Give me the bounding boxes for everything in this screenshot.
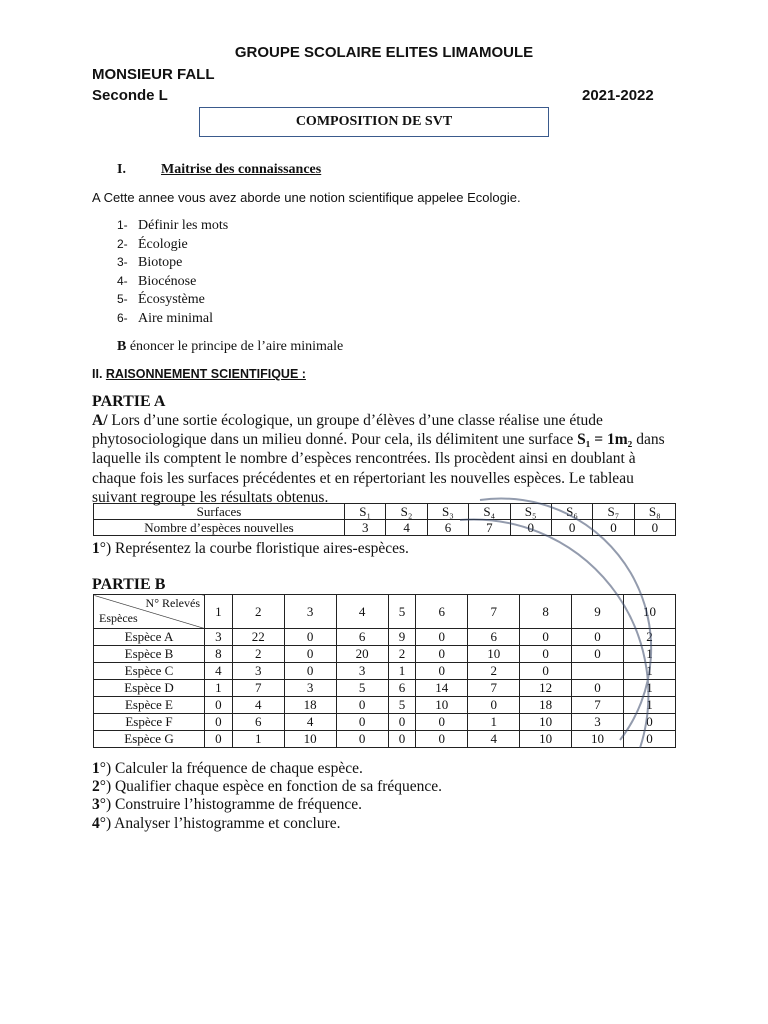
definition-item	[117, 292, 228, 311]
definition-item	[117, 311, 228, 330]
species-row	[94, 731, 676, 748]
part-a-paragraph	[92, 411, 682, 507]
part-a-label: A/	[92, 412, 108, 429]
species-value-cell: 1	[623, 663, 675, 680]
species-value-cell: 4	[205, 663, 233, 680]
species-name-cell: Espèce B	[94, 646, 205, 663]
part-b-question-number: 2	[92, 778, 100, 796]
species-value-cell: 0	[520, 629, 572, 646]
surface-species-table	[93, 503, 676, 536]
species-count-cell: 6	[427, 520, 468, 536]
part-b-title: PARTIE B	[92, 576, 166, 593]
species-value-cell: 4	[232, 697, 284, 714]
releve-number-cell: 8	[520, 595, 572, 629]
species-value-cell: 1	[623, 697, 675, 714]
species-value-cell: 3	[232, 663, 284, 680]
part-b-question-text: °) Calculer la fréquence de chaque espèce.	[99, 760, 363, 777]
part-a-question-text: °) Représentez la courbe floristique aires-espèces.	[99, 540, 409, 557]
section-1-title: Maitrise des connaissances	[161, 162, 322, 177]
species-value-cell: 1	[205, 680, 233, 697]
releve-number-cell: 4	[336, 595, 388, 629]
surfaces-row-label: Surfaces	[94, 504, 345, 520]
species-row	[94, 680, 676, 697]
species-value-cell: 0	[205, 731, 233, 748]
definition-item	[117, 255, 228, 274]
species-count-cell: 0	[634, 520, 675, 536]
species-value-cell	[572, 663, 624, 680]
species-name-cell: Espèce F	[94, 714, 205, 731]
species-value-cell: 3	[572, 714, 624, 731]
question-b	[117, 339, 343, 355]
definition-text: Définir les mots	[138, 218, 229, 233]
species-value-cell: 0	[205, 714, 233, 731]
species-value-cell: 0	[572, 680, 624, 697]
species-value-cell: 10	[416, 697, 468, 714]
species-count-cell: 0	[593, 520, 634, 536]
species-value-cell: 0	[388, 714, 416, 731]
species-value-cell: 6	[388, 680, 416, 697]
species-count-cell: 0	[551, 520, 592, 536]
definition-item	[117, 274, 228, 293]
question-b-text: énoncer le principe de l’aire minimale	[129, 339, 344, 354]
species-value-cell: 9	[388, 629, 416, 646]
releves-table	[93, 594, 676, 748]
species-value-cell: 0	[520, 646, 572, 663]
definition-number: 2-	[117, 236, 128, 251]
part-a-title: PARTIE A	[92, 393, 166, 410]
definition-text: Écologie	[138, 236, 188, 252]
species-value-cell: 1	[232, 731, 284, 748]
species-row	[94, 697, 676, 714]
surface-cell: S₆	[551, 504, 592, 520]
species-value-cell: 5	[336, 680, 388, 697]
definition-text: Aire minimal	[138, 310, 214, 326]
species-row	[94, 629, 676, 646]
surface-cell: S₅	[510, 504, 551, 520]
section-2-title: RAISONNEMENT SCIENTIFIQUE :	[105, 367, 306, 381]
species-name-cell: Espèce C	[94, 663, 205, 680]
species-value-cell: 3	[336, 663, 388, 680]
species-count-row-label: Nombre d’espèces nouvelles	[94, 520, 345, 536]
corner-especes-label: Espèces	[99, 611, 138, 625]
species-count-cell: 4	[386, 520, 427, 536]
surface-cell: S₇	[593, 504, 634, 520]
species-value-cell: 4	[284, 714, 336, 731]
species-value-cell: 0	[468, 697, 520, 714]
definition-text: Écosystème	[138, 292, 205, 307]
species-value-cell: 2	[623, 629, 675, 646]
species-value-cell: 0	[520, 663, 572, 680]
species-value-cell: 7	[572, 697, 624, 714]
species-count-row	[94, 520, 676, 536]
species-value-cell: 0	[416, 731, 468, 748]
releve-number-cell: 2	[232, 595, 284, 629]
species-value-cell: 2	[232, 646, 284, 663]
school-name: GROUPE SCOLAIRE ELITES LIMAMOULE	[234, 44, 534, 61]
part-b-question-number: 3	[92, 796, 100, 814]
species-value-cell: 0	[623, 714, 675, 731]
species-row	[94, 663, 676, 680]
species-value-cell: 2	[388, 646, 416, 663]
species-value-cell: 0	[284, 629, 336, 646]
species-value-cell: 4	[468, 731, 520, 748]
part-a-question	[92, 540, 409, 558]
releves-header-row	[94, 595, 676, 629]
species-value-cell: 2	[468, 663, 520, 680]
corner-releves-label: N° Relevés	[145, 596, 200, 610]
class-name: Seconde L	[92, 87, 168, 104]
species-value-cell: 0	[336, 697, 388, 714]
exam-title: COMPOSITION DE SVT	[295, 114, 453, 129]
part-b-question-number: 4	[92, 814, 100, 832]
species-name-cell: Espèce A	[94, 629, 205, 646]
definition-number: 6-	[117, 310, 128, 325]
species-value-cell: 1	[623, 680, 675, 697]
species-value-cell: 10	[468, 646, 520, 663]
species-value-cell: 0	[284, 663, 336, 680]
definition-number: 4-	[117, 273, 128, 288]
exam-title-box	[199, 107, 549, 137]
releve-number-cell: 10	[623, 595, 675, 629]
surface-expression: S₁ = 1m₂	[577, 431, 633, 449]
species-value-cell: 7	[468, 680, 520, 697]
section-1-intro: A Cette annee vous avez aborde une notion scientifique appelee Ecologie.	[92, 190, 521, 205]
species-value-cell: 0	[336, 731, 388, 748]
definition-text: Biocénose	[138, 273, 197, 289]
species-value-cell: 20	[336, 646, 388, 663]
releve-number-cell: 1	[205, 595, 233, 629]
species-row	[94, 714, 676, 731]
species-count-cell: 7	[469, 520, 510, 536]
part-b-question	[92, 778, 442, 796]
species-value-cell: 0	[572, 646, 624, 663]
section-1-number: I.	[117, 162, 126, 177]
part-b-questions	[92, 760, 442, 833]
species-name-cell: Espèce E	[94, 697, 205, 714]
species-value-cell: 1	[388, 663, 416, 680]
species-value-cell: 0	[572, 629, 624, 646]
part-b-question-text: °) Analyser l’histogramme et conclure.	[99, 814, 341, 832]
surface-cell: S₃	[427, 504, 468, 520]
teacher-name: MONSIEUR FALL	[92, 66, 215, 83]
species-name-cell: Espèce G	[94, 731, 205, 748]
species-value-cell: 18	[520, 697, 572, 714]
species-value-cell: 5	[388, 697, 416, 714]
releve-number-cell: 3	[284, 595, 336, 629]
species-value-cell: 14	[416, 680, 468, 697]
species-row	[94, 646, 676, 663]
section-1-heading	[117, 162, 321, 178]
definition-number: 3-	[117, 255, 128, 269]
species-value-cell: 0	[416, 663, 468, 680]
species-value-cell: 6	[232, 714, 284, 731]
surface-cell: S₄	[469, 504, 510, 520]
species-value-cell: 0	[284, 646, 336, 663]
releve-number-cell: 6	[416, 595, 468, 629]
releve-number-cell: 7	[468, 595, 520, 629]
releve-number-cell: 5	[388, 595, 416, 629]
species-value-cell: 6	[468, 629, 520, 646]
species-value-cell: 1	[468, 714, 520, 731]
species-value-cell: 6	[336, 629, 388, 646]
surfaces-row	[94, 504, 676, 520]
part-b-question	[92, 760, 442, 778]
species-value-cell: 3	[284, 680, 336, 697]
section-2-heading	[92, 367, 306, 381]
part-b-question-number: 1	[92, 760, 100, 777]
species-value-cell: 0	[336, 714, 388, 731]
species-value-cell: 0	[416, 646, 468, 663]
species-value-cell: 18	[284, 697, 336, 714]
species-value-cell: 10	[572, 731, 624, 748]
species-count-cell: 3	[345, 520, 386, 536]
definition-item	[117, 218, 228, 237]
part-b-question-text: °) Qualifier chaque espèce en fonction de sa fréquence.	[99, 778, 443, 796]
species-value-cell: 7	[232, 680, 284, 697]
definition-text: Biotope	[138, 255, 183, 270]
species-value-cell: 10	[520, 731, 572, 748]
species-name-cell: Espèce D	[94, 680, 205, 697]
species-value-cell: 0	[623, 731, 675, 748]
surface-cell: S₂	[386, 504, 427, 520]
part-b-question	[92, 796, 442, 814]
species-value-cell: 0	[416, 714, 468, 731]
species-value-cell: 3	[205, 629, 233, 646]
species-value-cell: 12	[520, 680, 572, 697]
species-value-cell: 0	[205, 697, 233, 714]
species-value-cell: 0	[416, 629, 468, 646]
part-a-question-number: 1	[92, 540, 100, 557]
part-a-text-2: dans laquelle ils comptent le nombre d’espèces rencontrées. Ils procèdent ainsi en doublant à chaque fois les surfaces précédentes et en répertoriant les nouvelles espèces. Le tableau suivant regroupe les résultats obtenus.	[92, 431, 665, 506]
species-value-cell: 1	[623, 646, 675, 663]
definition-item	[117, 237, 228, 256]
question-b-label: B	[117, 339, 127, 354]
species-value-cell: 10	[284, 731, 336, 748]
part-a-text-1: Lors d’une sortie écologique, un groupe d’élèves d’une classe réalise une étude phytosociologique dans un milieu donné. Pour cela, ils délimitent une surface	[92, 412, 603, 449]
species-value-cell: 10	[520, 714, 572, 731]
species-value-cell: 22	[232, 629, 284, 646]
part-b-question	[92, 815, 442, 833]
species-value-cell: 0	[388, 731, 416, 748]
releve-number-cell: 9	[572, 595, 624, 629]
surface-cell: S₁	[345, 504, 386, 520]
section-2-number: II.	[92, 367, 103, 381]
definition-number: 5-	[117, 292, 128, 306]
species-value-cell: 8	[205, 646, 233, 663]
school-year: 2021-2022	[582, 87, 654, 104]
definition-number: 1-	[117, 218, 128, 232]
surface-cell: S₈	[634, 504, 675, 520]
definition-list	[117, 218, 228, 329]
table-corner-cell	[94, 595, 205, 629]
part-b-question-text: °) Construire l’histogramme de fréquence.	[99, 796, 363, 814]
species-count-cell: 0	[510, 520, 551, 536]
